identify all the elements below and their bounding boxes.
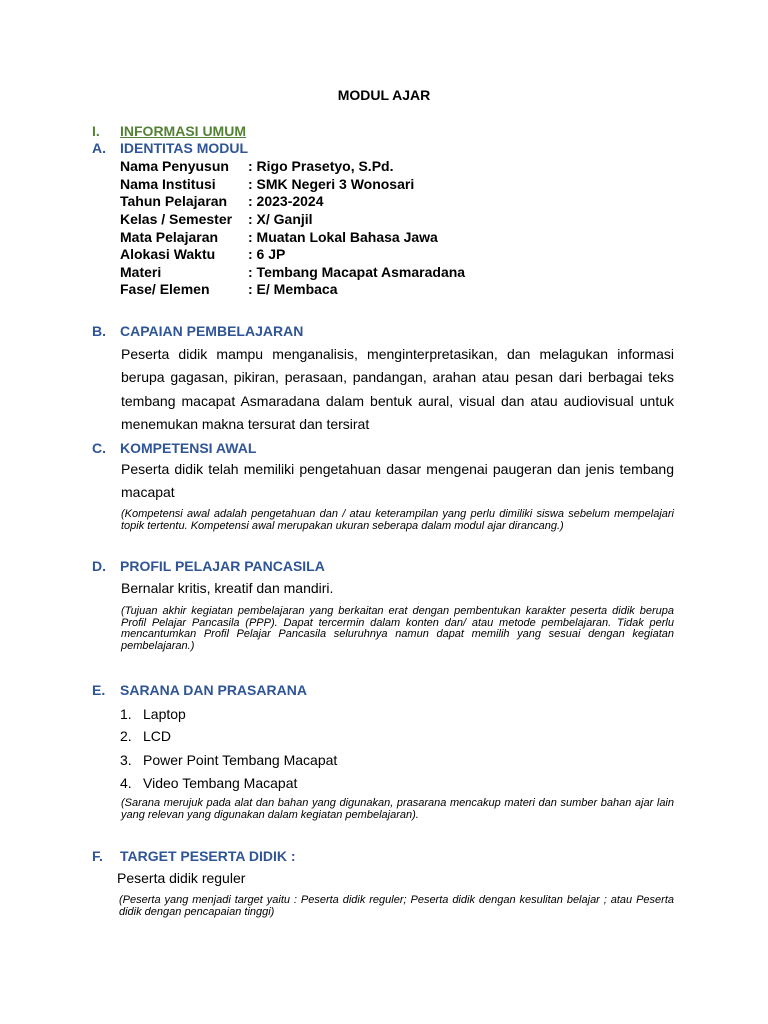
identity-value: : Muatan Lokal Bahasa Jawa	[248, 229, 438, 245]
identity-value: : X/ Ganjil	[248, 211, 313, 227]
profil-text: Bernalar kritis, kreatif dan mandiri.	[121, 580, 334, 596]
document-title: MODUL AJAR	[337, 87, 431, 103]
section-heading: TARGET PESERTA DIDIK :	[120, 848, 296, 864]
list-number: 1.	[120, 706, 132, 722]
identity-value: : Rigo Prasetyo, S.Pd.	[248, 158, 394, 174]
heading-capaian-pembelajaran	[92, 323, 392, 341]
identity-key: Materi	[120, 264, 162, 280]
list-text: LCD	[143, 728, 172, 744]
heading-profil-pelajar	[92, 558, 392, 576]
section-number: A.	[92, 140, 106, 156]
identity-value: : Tembang Macapat Asmaradana	[248, 264, 466, 280]
identity-value: : SMK Negeri 3 Wonosari	[248, 176, 415, 192]
kompetensi-text: Peserta didik telah memiliki pengetahuan dasar mengenai paugeran dan jenis tembang macapat	[121, 461, 674, 501]
heading-sarana-prasarana	[92, 682, 392, 700]
identity-key: Nama Institusi	[120, 176, 216, 192]
target-text: Peserta didik reguler	[117, 870, 246, 886]
section-number: E.	[92, 682, 106, 698]
kompetensi-note: (Kompetensi awal adalah pengetahuan dan / atau keterampilan yang perlu dimiliki siswa sebelum mempelajari topik tertentu. Kompetensi awal merupakan ukuran seberapa dalam modul ajar dirancang.)	[121, 508, 674, 532]
list-text: Video Tembang Macapat	[143, 775, 298, 791]
identity-value: : 6 JP	[248, 246, 286, 262]
section-number: B.	[92, 323, 106, 339]
heading-kompetensi-awal	[92, 440, 392, 458]
section-number: I.	[92, 123, 100, 139]
identity-key: Alokasi Waktu	[120, 246, 216, 262]
list-text: Power Point Tembang Macapat	[143, 752, 338, 768]
identity-key: Tahun Pelajaran	[120, 193, 228, 209]
list-number: 4.	[120, 775, 132, 791]
identity-key: Mata Pelajaran	[120, 229, 219, 245]
section-heading: KOMPETENSI AWAL	[120, 440, 257, 456]
section-heading: CAPAIAN PEMBELAJARAN	[120, 323, 304, 339]
identity-key: Kelas / Semester	[120, 211, 233, 227]
heading-target-peserta	[92, 848, 392, 866]
identity-value: : E/ Membaca	[248, 281, 338, 297]
list-text: Laptop	[143, 706, 186, 722]
section-heading: SARANA DAN PRASARANA	[120, 682, 307, 698]
section-number: C.	[92, 440, 106, 456]
identity-key: Fase/ Elemen	[120, 281, 210, 297]
list-number: 2.	[120, 728, 132, 744]
section-number: F.	[92, 848, 103, 864]
profil-note: (Tujuan akhir kegiatan pembelajaran yang berkaitan erat dengan pembentukan karakter peserta didik berupa Profil Pelajar Pancasila (PPP). Dapat tercermin dalam konten dan/ atau metode pembelajaran. Tidak perlu mencantumkan Profil Pelajar Pancasila seluruhnya namun dapat memilih yang sesuai dengan kegiatan pembelajaran.)	[121, 605, 674, 652]
section-number: D.	[92, 558, 106, 574]
heading-identitas-modul	[92, 140, 392, 158]
section-heading: INFORMASI UMUM	[120, 123, 246, 139]
sarana-note: (Sarana merujuk pada alat dan bahan yang digunakan, prasarana mencakup materi dan sumber bahan ajar lain yang relevan yang digunakan dalam kegiatan pembelajaran).	[121, 797, 674, 821]
identity-key: Nama Penyusun	[120, 158, 229, 174]
section-heading: PROFIL PELAJAR PANCASILA	[120, 558, 325, 574]
section-heading: IDENTITAS MODUL	[120, 140, 249, 156]
section-informasi-umum	[92, 123, 392, 141]
list-number: 3.	[120, 752, 132, 768]
target-note: (Peserta yang menjadi target yaitu : Peserta didik reguler; Peserta didik dengan kesulitan belajar ; atau Peserta didik dengan pencapaian tinggi)	[119, 894, 674, 918]
identity-value: : 2023-2024	[248, 193, 324, 209]
capaian-text: Peserta didik mampu menganalisis, menginterpretasikan, dan melagukan informasi berupa gagasan, pikiran, perasaan, pandangan, arahan atau pesan dari berbagai teks tembang macapat Asmaradana dalam bentuk aural, visual dan atau audiovisual untuk menemukan makna tersurat dan tersirat	[121, 346, 674, 432]
